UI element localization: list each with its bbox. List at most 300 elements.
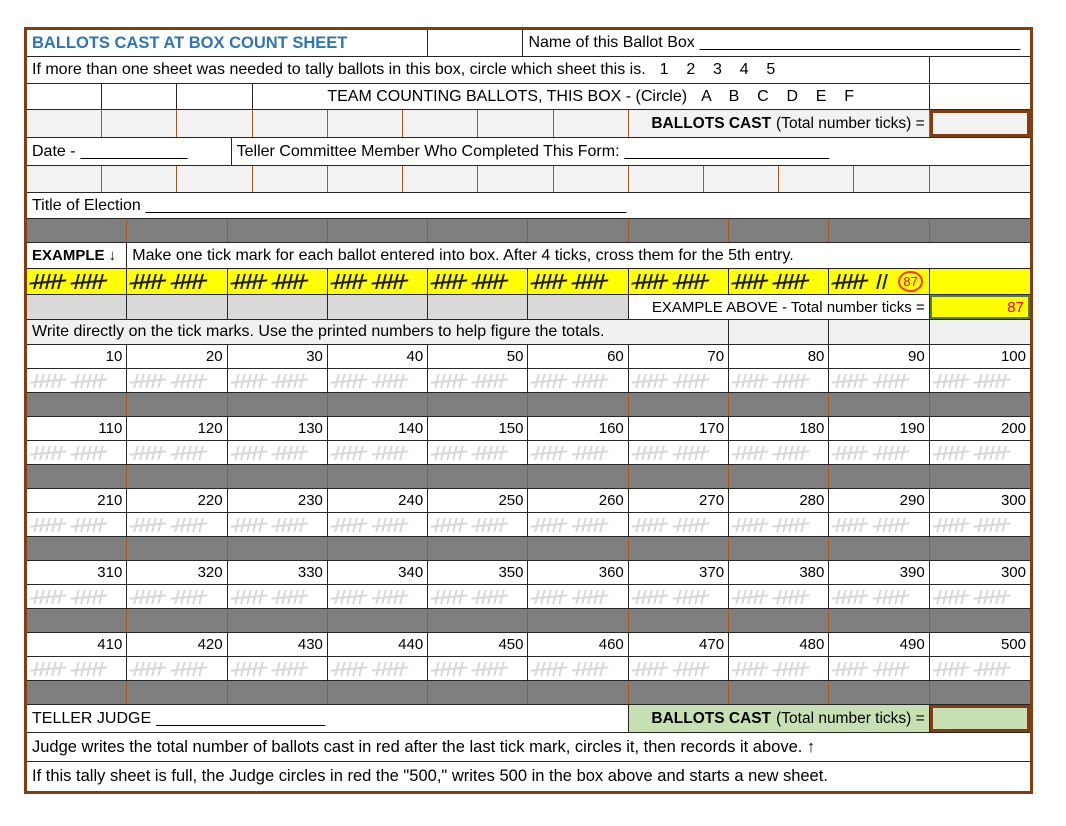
tally-cell[interactable] bbox=[27, 585, 127, 608]
ballots-cast-total-box[interactable] bbox=[930, 110, 1030, 137]
tally-cell[interactable] bbox=[328, 513, 428, 536]
separator-cell bbox=[27, 609, 127, 632]
separator-cell bbox=[127, 393, 227, 416]
tally-cell[interactable] bbox=[629, 441, 729, 464]
tally-cell[interactable] bbox=[27, 657, 127, 680]
tally-group bbox=[434, 662, 463, 676]
tally-cell[interactable] bbox=[829, 369, 929, 392]
printed-number-cell bbox=[228, 633, 328, 656]
printed-number: 460 bbox=[598, 636, 624, 653]
printed-number-cell bbox=[328, 345, 428, 368]
separator-row bbox=[27, 609, 1030, 633]
printed-number-cell bbox=[528, 633, 628, 656]
tally-group bbox=[134, 446, 163, 460]
tally-group bbox=[635, 590, 664, 604]
printed-number: 410 bbox=[97, 636, 123, 653]
tally-group bbox=[234, 446, 263, 460]
page-title: BALLOTS CAST AT BOX COUNT SHEET bbox=[32, 33, 348, 52]
tally-cell[interactable] bbox=[228, 657, 328, 680]
separator-cell bbox=[27, 393, 127, 416]
separator-cell bbox=[428, 609, 528, 632]
separator-cell bbox=[27, 219, 127, 242]
judge-note-2-cell bbox=[27, 762, 1030, 791]
printed-number-cell bbox=[27, 417, 127, 440]
printed-number: 170 bbox=[699, 420, 725, 437]
separator-cell bbox=[930, 465, 1030, 488]
election-title-label: Title of Election bbox=[32, 196, 141, 214]
separator-cell bbox=[127, 465, 227, 488]
tally-cell[interactable] bbox=[829, 585, 929, 608]
example-tally-cell bbox=[930, 269, 1030, 294]
sheet-number-cell bbox=[27, 57, 930, 83]
tally-cell[interactable] bbox=[528, 585, 628, 608]
tally-cell[interactable] bbox=[528, 369, 628, 392]
tally-group bbox=[576, 590, 605, 604]
printed-number-cell bbox=[127, 633, 227, 656]
printed-number: 140 bbox=[398, 420, 424, 437]
separator-cell bbox=[629, 465, 729, 488]
printed-number: 330 bbox=[297, 564, 323, 581]
separator-cell bbox=[27, 681, 127, 704]
printed-number-cell bbox=[27, 345, 127, 368]
tally-cell[interactable] bbox=[228, 441, 328, 464]
tally-group bbox=[334, 590, 363, 604]
date-label: Date - bbox=[32, 142, 76, 160]
separator-cell bbox=[328, 681, 428, 704]
tally-cell[interactable] bbox=[629, 513, 729, 536]
tally-group bbox=[635, 446, 664, 460]
tally-marks-row bbox=[27, 369, 1030, 393]
separator-cell bbox=[829, 393, 929, 416]
write-note: Write directly on the tick marks. Use the printed numbers to help figure the totals. bbox=[32, 323, 605, 340]
election-title-blank[interactable]: ______________________________________________________ bbox=[145, 196, 627, 214]
tally-group bbox=[836, 446, 865, 460]
tally-group bbox=[375, 274, 405, 289]
blank-cell bbox=[829, 320, 929, 344]
printed-number: 420 bbox=[197, 636, 223, 653]
blank-cell bbox=[930, 166, 1030, 192]
blank-cell bbox=[554, 110, 629, 137]
tally-group bbox=[676, 446, 705, 460]
title-row bbox=[27, 30, 1030, 57]
printed-number-cell bbox=[428, 633, 528, 656]
printed-number: 340 bbox=[398, 564, 424, 581]
tally-cell[interactable] bbox=[328, 441, 428, 464]
tally-group bbox=[434, 274, 464, 289]
tally-group bbox=[635, 374, 664, 388]
tally-cell[interactable] bbox=[27, 441, 127, 464]
printed-number-cell bbox=[629, 489, 729, 512]
judge-note-row-1 bbox=[27, 733, 1030, 762]
printed-number-cell bbox=[328, 489, 428, 512]
tally-group bbox=[334, 446, 363, 460]
printed-number: 430 bbox=[297, 636, 323, 653]
separator-cell bbox=[127, 219, 227, 242]
tally-cell[interactable] bbox=[930, 369, 1030, 392]
separator-cell bbox=[428, 219, 528, 242]
tally-group bbox=[174, 274, 204, 289]
printed-number-cell bbox=[328, 561, 428, 584]
tally-group bbox=[535, 274, 565, 289]
printed-number: 500 bbox=[1000, 636, 1026, 653]
tally-cell[interactable] bbox=[428, 657, 528, 680]
blank-cell bbox=[127, 295, 227, 319]
election-title-cell bbox=[27, 193, 1030, 218]
printed-number-cell bbox=[428, 417, 528, 440]
tally-cell[interactable] bbox=[127, 369, 227, 392]
printed-number: 450 bbox=[498, 636, 524, 653]
example-tally-cell bbox=[629, 269, 729, 294]
tally-group bbox=[836, 590, 865, 604]
blank-cell bbox=[177, 110, 252, 137]
tally-group bbox=[936, 374, 965, 388]
separator-cell bbox=[228, 537, 328, 560]
tally-cell[interactable] bbox=[829, 657, 929, 680]
tally-group bbox=[275, 662, 304, 676]
tally-cell[interactable] bbox=[27, 369, 127, 392]
printed-number-cell bbox=[127, 417, 227, 440]
tally-group bbox=[375, 662, 404, 676]
printed-number: 300 bbox=[1000, 564, 1026, 581]
tally-cell[interactable] bbox=[729, 513, 829, 536]
printed-number-cell bbox=[930, 345, 1030, 368]
judge-note-row-2 bbox=[27, 762, 1030, 791]
teller-judge-blank[interactable]: ___________________ bbox=[156, 709, 326, 727]
tally-cell[interactable] bbox=[930, 585, 1030, 608]
teller-member-blank[interactable]: _______________________ bbox=[624, 142, 830, 160]
printed-number: 310 bbox=[97, 564, 123, 581]
example-tally-cell-with-total bbox=[829, 269, 929, 294]
tally-cell[interactable] bbox=[629, 369, 729, 392]
example-total-row bbox=[27, 295, 1030, 320]
separator-row bbox=[27, 537, 1030, 561]
printed-number: 90 bbox=[907, 348, 925, 365]
tally-group bbox=[676, 374, 705, 388]
tally-group bbox=[74, 446, 103, 460]
example-total-value-cell[interactable] bbox=[930, 295, 1030, 319]
printed-number: 160 bbox=[598, 420, 624, 437]
separator-cell bbox=[428, 537, 528, 560]
tally-group bbox=[33, 274, 63, 289]
tally-cell[interactable] bbox=[328, 585, 428, 608]
printed-number: 240 bbox=[398, 492, 424, 509]
tally-group bbox=[74, 374, 103, 388]
separator-row bbox=[27, 393, 1030, 417]
tally-group bbox=[735, 446, 764, 460]
printed-number-cell bbox=[528, 345, 628, 368]
tally-group bbox=[576, 274, 606, 289]
tally-group bbox=[635, 274, 665, 289]
printed-number: 250 bbox=[498, 492, 524, 509]
blank-cell bbox=[704, 166, 779, 192]
printed-number: 300 bbox=[1000, 492, 1026, 509]
spacer-row bbox=[27, 166, 1030, 193]
tally-group bbox=[776, 446, 805, 460]
printed-number-cell bbox=[127, 345, 227, 368]
separator-cell bbox=[428, 681, 528, 704]
blank-cell bbox=[102, 84, 177, 109]
tally-group bbox=[635, 662, 664, 676]
printed-number-cell bbox=[729, 633, 829, 656]
tally-group bbox=[234, 274, 264, 289]
blank-cell bbox=[554, 166, 629, 192]
tally-group bbox=[375, 518, 404, 532]
separator-cell bbox=[428, 393, 528, 416]
tally-cell[interactable] bbox=[228, 513, 328, 536]
tally-group bbox=[134, 518, 163, 532]
printed-number-cell bbox=[228, 417, 328, 440]
printed-number-cell bbox=[629, 633, 729, 656]
blank-cell bbox=[403, 166, 478, 192]
printed-number: 370 bbox=[699, 564, 725, 581]
separator-cell bbox=[127, 609, 227, 632]
separator-cell bbox=[528, 393, 628, 416]
printed-number-cell bbox=[629, 345, 729, 368]
example-tally-cell bbox=[27, 269, 127, 294]
separator-cell bbox=[629, 219, 729, 242]
tally-group bbox=[33, 374, 62, 388]
tally-group bbox=[375, 590, 404, 604]
tally-cell[interactable] bbox=[127, 513, 227, 536]
tally-cell[interactable] bbox=[228, 585, 328, 608]
printed-number: 20 bbox=[205, 348, 223, 365]
printed-number-cell bbox=[930, 633, 1030, 656]
blank-cell bbox=[478, 166, 553, 192]
tally-cell[interactable] bbox=[328, 657, 428, 680]
tally-cell[interactable] bbox=[428, 441, 528, 464]
tally-cell[interactable] bbox=[629, 657, 729, 680]
tally-cell[interactable] bbox=[829, 513, 929, 536]
printed-number-cell bbox=[27, 489, 127, 512]
tally-group bbox=[275, 374, 304, 388]
tally-group bbox=[535, 590, 564, 604]
election-title-row bbox=[27, 193, 1030, 219]
ballots-cast-top-row bbox=[27, 110, 1030, 138]
example-row bbox=[27, 243, 1030, 269]
tally-group bbox=[836, 518, 865, 532]
printed-number: 360 bbox=[598, 564, 624, 581]
write-note-row bbox=[27, 320, 1030, 345]
printed-number-cell bbox=[729, 345, 829, 368]
separator-cell bbox=[629, 393, 729, 416]
blank-cell bbox=[428, 30, 523, 56]
separator-cell bbox=[228, 681, 328, 704]
tally-cell[interactable] bbox=[729, 369, 829, 392]
tally-group bbox=[134, 374, 163, 388]
tally-cell[interactable] bbox=[27, 513, 127, 536]
tally-group bbox=[434, 590, 463, 604]
separator-cell bbox=[27, 465, 127, 488]
example-tally-cell bbox=[729, 269, 829, 294]
tally-cell[interactable] bbox=[528, 441, 628, 464]
tally-group bbox=[275, 274, 305, 289]
separator-cell bbox=[829, 681, 929, 704]
count-sheet-form bbox=[24, 27, 1033, 794]
tally-cell[interactable] bbox=[428, 585, 528, 608]
printed-number: 150 bbox=[498, 420, 524, 437]
blank-cell bbox=[428, 295, 528, 319]
separator-cell bbox=[228, 465, 328, 488]
blank-cell bbox=[102, 166, 177, 192]
tally-group bbox=[133, 274, 163, 289]
tally-cell[interactable] bbox=[127, 657, 227, 680]
separator-cell bbox=[729, 465, 829, 488]
sheet-instruction: If more than one sheet was needed to tally ballots in this box, circle which sheet this is. bbox=[32, 61, 646, 78]
tally-group bbox=[74, 590, 103, 604]
tally-group bbox=[977, 446, 1006, 460]
tally-group bbox=[635, 518, 664, 532]
tally-group bbox=[977, 662, 1006, 676]
separator-cell bbox=[829, 465, 929, 488]
tally-group bbox=[776, 662, 805, 676]
blank-cell bbox=[27, 84, 102, 109]
tally-cell[interactable] bbox=[228, 369, 328, 392]
tally-group bbox=[434, 374, 463, 388]
example-total-value: 87 bbox=[1007, 298, 1024, 316]
separator-cell bbox=[127, 681, 227, 704]
example-total-label-cell bbox=[629, 295, 930, 319]
blank-cell bbox=[779, 166, 854, 192]
tally-group bbox=[275, 446, 304, 460]
printed-number-cell bbox=[729, 417, 829, 440]
final-ballots-cast-total-box[interactable] bbox=[930, 705, 1030, 732]
tally-cell[interactable] bbox=[528, 657, 628, 680]
blank-cell bbox=[27, 110, 102, 137]
printed-numbers-row bbox=[27, 561, 1030, 585]
team-letter-options[interactable]: A B C D E F bbox=[701, 87, 855, 105]
printed-number: 180 bbox=[799, 420, 825, 437]
tally-group bbox=[576, 662, 605, 676]
example-tally-cell bbox=[328, 269, 428, 294]
date-blank[interactable]: ____________ bbox=[80, 142, 188, 160]
printed-number: 320 bbox=[197, 564, 223, 581]
final-ballots-cast-label-bold: BALLOTS CAST bbox=[651, 709, 772, 727]
tally-group bbox=[175, 662, 204, 676]
tally-group bbox=[576, 446, 605, 460]
printed-numbers-row bbox=[27, 633, 1030, 657]
printed-number: 260 bbox=[598, 492, 624, 509]
ballots-cast-label-rest: (Total number ticks) = bbox=[776, 114, 925, 132]
blank-cell bbox=[930, 84, 1030, 109]
separator-cell bbox=[228, 219, 328, 242]
tally-group bbox=[74, 662, 103, 676]
teller-member-label: Teller Committee Member Who Completed This Form: bbox=[236, 142, 620, 160]
tally-cell[interactable] bbox=[930, 657, 1030, 680]
separator-cell bbox=[528, 681, 628, 704]
printed-numbers-row bbox=[27, 345, 1030, 369]
tally-group bbox=[74, 518, 103, 532]
team-label: TEAM COUNTING BALLOTS, THIS BOX - (Circle) bbox=[327, 87, 688, 105]
tally-cell[interactable] bbox=[428, 513, 528, 536]
blank-cell bbox=[27, 166, 102, 192]
separator-cell bbox=[729, 681, 829, 704]
blank-cell bbox=[27, 295, 127, 319]
tally-group bbox=[535, 518, 564, 532]
printed-number: 110 bbox=[98, 420, 123, 437]
tally-cell[interactable] bbox=[729, 585, 829, 608]
down-arrow-icon: ↓ bbox=[108, 247, 117, 264]
tally-marks-row bbox=[27, 657, 1030, 681]
tally-group bbox=[535, 446, 564, 460]
printed-number: 10 bbox=[105, 348, 123, 365]
tally-group bbox=[475, 374, 504, 388]
final-ballots-cast-label-rest: (Total number ticks) = bbox=[776, 709, 925, 727]
tally-group bbox=[334, 274, 364, 289]
blank-cell bbox=[253, 166, 328, 192]
tally-cell[interactable] bbox=[127, 585, 227, 608]
tally-group bbox=[275, 518, 304, 532]
tally-marks-row bbox=[27, 441, 1030, 465]
printed-number: 390 bbox=[899, 564, 925, 581]
tally-cell[interactable] bbox=[328, 369, 428, 392]
example-instruction-cell bbox=[127, 243, 1030, 268]
separator-cell bbox=[930, 219, 1030, 242]
ballot-box-name-blank[interactable]: ____________________________________ bbox=[699, 34, 1021, 51]
tally-cell[interactable] bbox=[829, 441, 929, 464]
teller-judge-row bbox=[27, 705, 1030, 733]
printed-number-cell bbox=[930, 561, 1030, 584]
tally-cell[interactable] bbox=[729, 657, 829, 680]
tally-cell[interactable] bbox=[930, 441, 1030, 464]
tally-group bbox=[434, 446, 463, 460]
tally-cell[interactable] bbox=[428, 369, 528, 392]
separator-cell bbox=[930, 609, 1030, 632]
ballot-box-name-label: Name of this Ballot Box bbox=[528, 34, 695, 51]
tally-marks-row bbox=[27, 585, 1030, 609]
printed-number-cell bbox=[528, 417, 628, 440]
tally-group bbox=[676, 518, 705, 532]
tally-group bbox=[334, 518, 363, 532]
separator-row bbox=[27, 681, 1030, 705]
printed-number: 40 bbox=[406, 348, 424, 365]
blank-cell bbox=[528, 295, 628, 319]
separator-cell bbox=[829, 219, 929, 242]
tally-group bbox=[475, 518, 504, 532]
sheet-number-options[interactable]: 1 2 3 4 5 bbox=[659, 61, 776, 78]
blank-cell bbox=[930, 57, 1030, 83]
tally-group bbox=[475, 590, 504, 604]
blank-cell bbox=[102, 110, 177, 137]
tally-cell[interactable] bbox=[729, 441, 829, 464]
example-tally-cell bbox=[228, 269, 328, 294]
separator-cell bbox=[27, 537, 127, 560]
separator-cell bbox=[829, 609, 929, 632]
example-label: EXAMPLE bbox=[32, 247, 105, 264]
tally-group bbox=[936, 446, 965, 460]
printed-number: 50 bbox=[506, 348, 524, 365]
tally-group bbox=[836, 274, 866, 289]
tally-group bbox=[977, 374, 1006, 388]
tally-group bbox=[33, 446, 62, 460]
example-instruction: Make one tick mark for each ballot entered into box. After 4 ticks, cross them for the 5th entry. bbox=[132, 246, 794, 264]
separator-cell bbox=[428, 465, 528, 488]
tally-group bbox=[33, 662, 62, 676]
tally-group bbox=[234, 518, 263, 532]
printed-number: 290 bbox=[899, 492, 925, 509]
tally-cell[interactable] bbox=[930, 513, 1030, 536]
tally-cell[interactable] bbox=[127, 441, 227, 464]
printed-number-cell bbox=[829, 345, 929, 368]
tally-group bbox=[977, 590, 1006, 604]
tally-cell[interactable] bbox=[629, 585, 729, 608]
tally-group bbox=[576, 518, 605, 532]
example-tally-cell bbox=[127, 269, 227, 294]
tally-group bbox=[175, 518, 204, 532]
tally-group bbox=[33, 518, 62, 532]
printed-number-cell bbox=[629, 417, 729, 440]
tally-cell[interactable] bbox=[528, 513, 628, 536]
example-tally-row bbox=[27, 269, 1030, 295]
